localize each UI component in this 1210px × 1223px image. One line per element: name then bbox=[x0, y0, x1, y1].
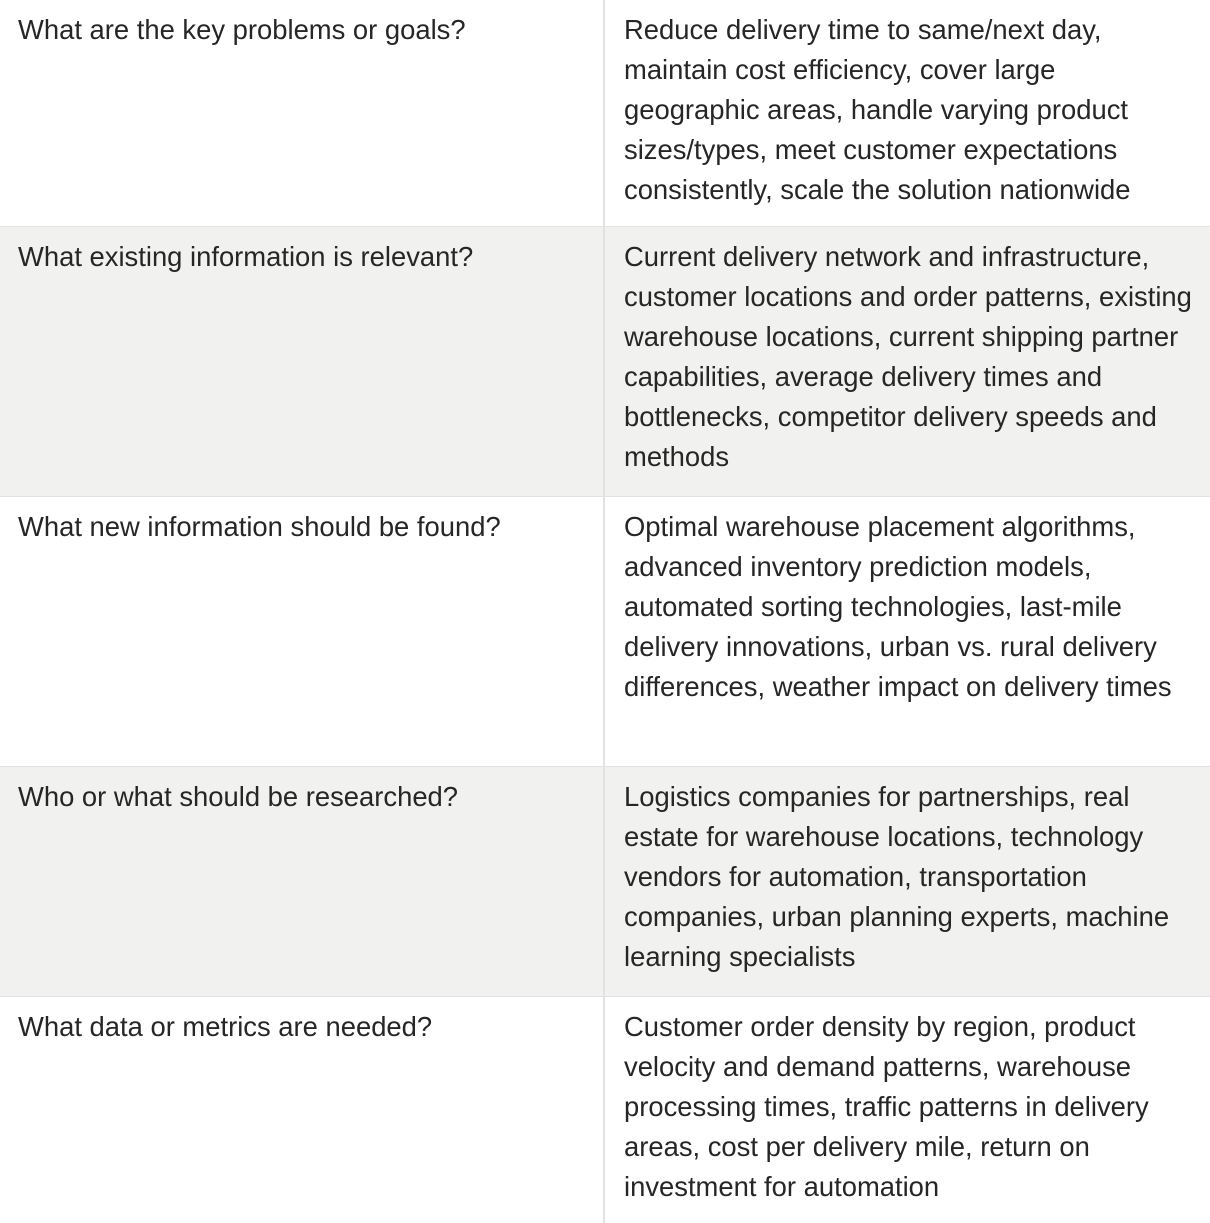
table-row bbox=[0, 496, 1210, 766]
answer-cell: Reduce delivery time to same/next day, maintain cost efficiency, cover large geographic areas, handle varying product sizes/types, meet customer expectations consistently, scale the solution nationwide bbox=[604, 0, 1210, 226]
table-row bbox=[0, 996, 1210, 1223]
question-cell: What new information should be found? bbox=[0, 496, 604, 766]
answer-cell: Optimal warehouse placement algorithms, advanced inventory prediction models, automated sorting technologies, last-mile delivery innovations, urban vs. rural delivery differences, weather impact on delivery times bbox=[604, 496, 1210, 766]
question-cell: What existing information is relevant? bbox=[0, 226, 604, 496]
question-cell: What data or metrics are needed? bbox=[0, 996, 604, 1223]
table-row bbox=[0, 766, 1210, 996]
question-cell: What are the key problems or goals? bbox=[0, 0, 604, 226]
answer-cell: Current delivery network and infrastructure, customer locations and order patterns, existing warehouse locations, current shipping partner capabilities, average delivery times and bottlenecks, competitor delivery speeds and methods bbox=[604, 226, 1210, 496]
table-row bbox=[0, 0, 1210, 226]
table-row bbox=[0, 226, 1210, 496]
answer-cell: Logistics companies for partnerships, real estate for warehouse locations, technology vendors for automation, transportation companies, urban planning experts, machine learning specialists bbox=[604, 766, 1210, 996]
question-cell: Who or what should be researched? bbox=[0, 766, 604, 996]
answer-cell: Customer order density by region, product velocity and demand patterns, warehouse processing times, traffic patterns in delivery areas, cost per delivery mile, return on investment for automation bbox=[604, 996, 1210, 1223]
